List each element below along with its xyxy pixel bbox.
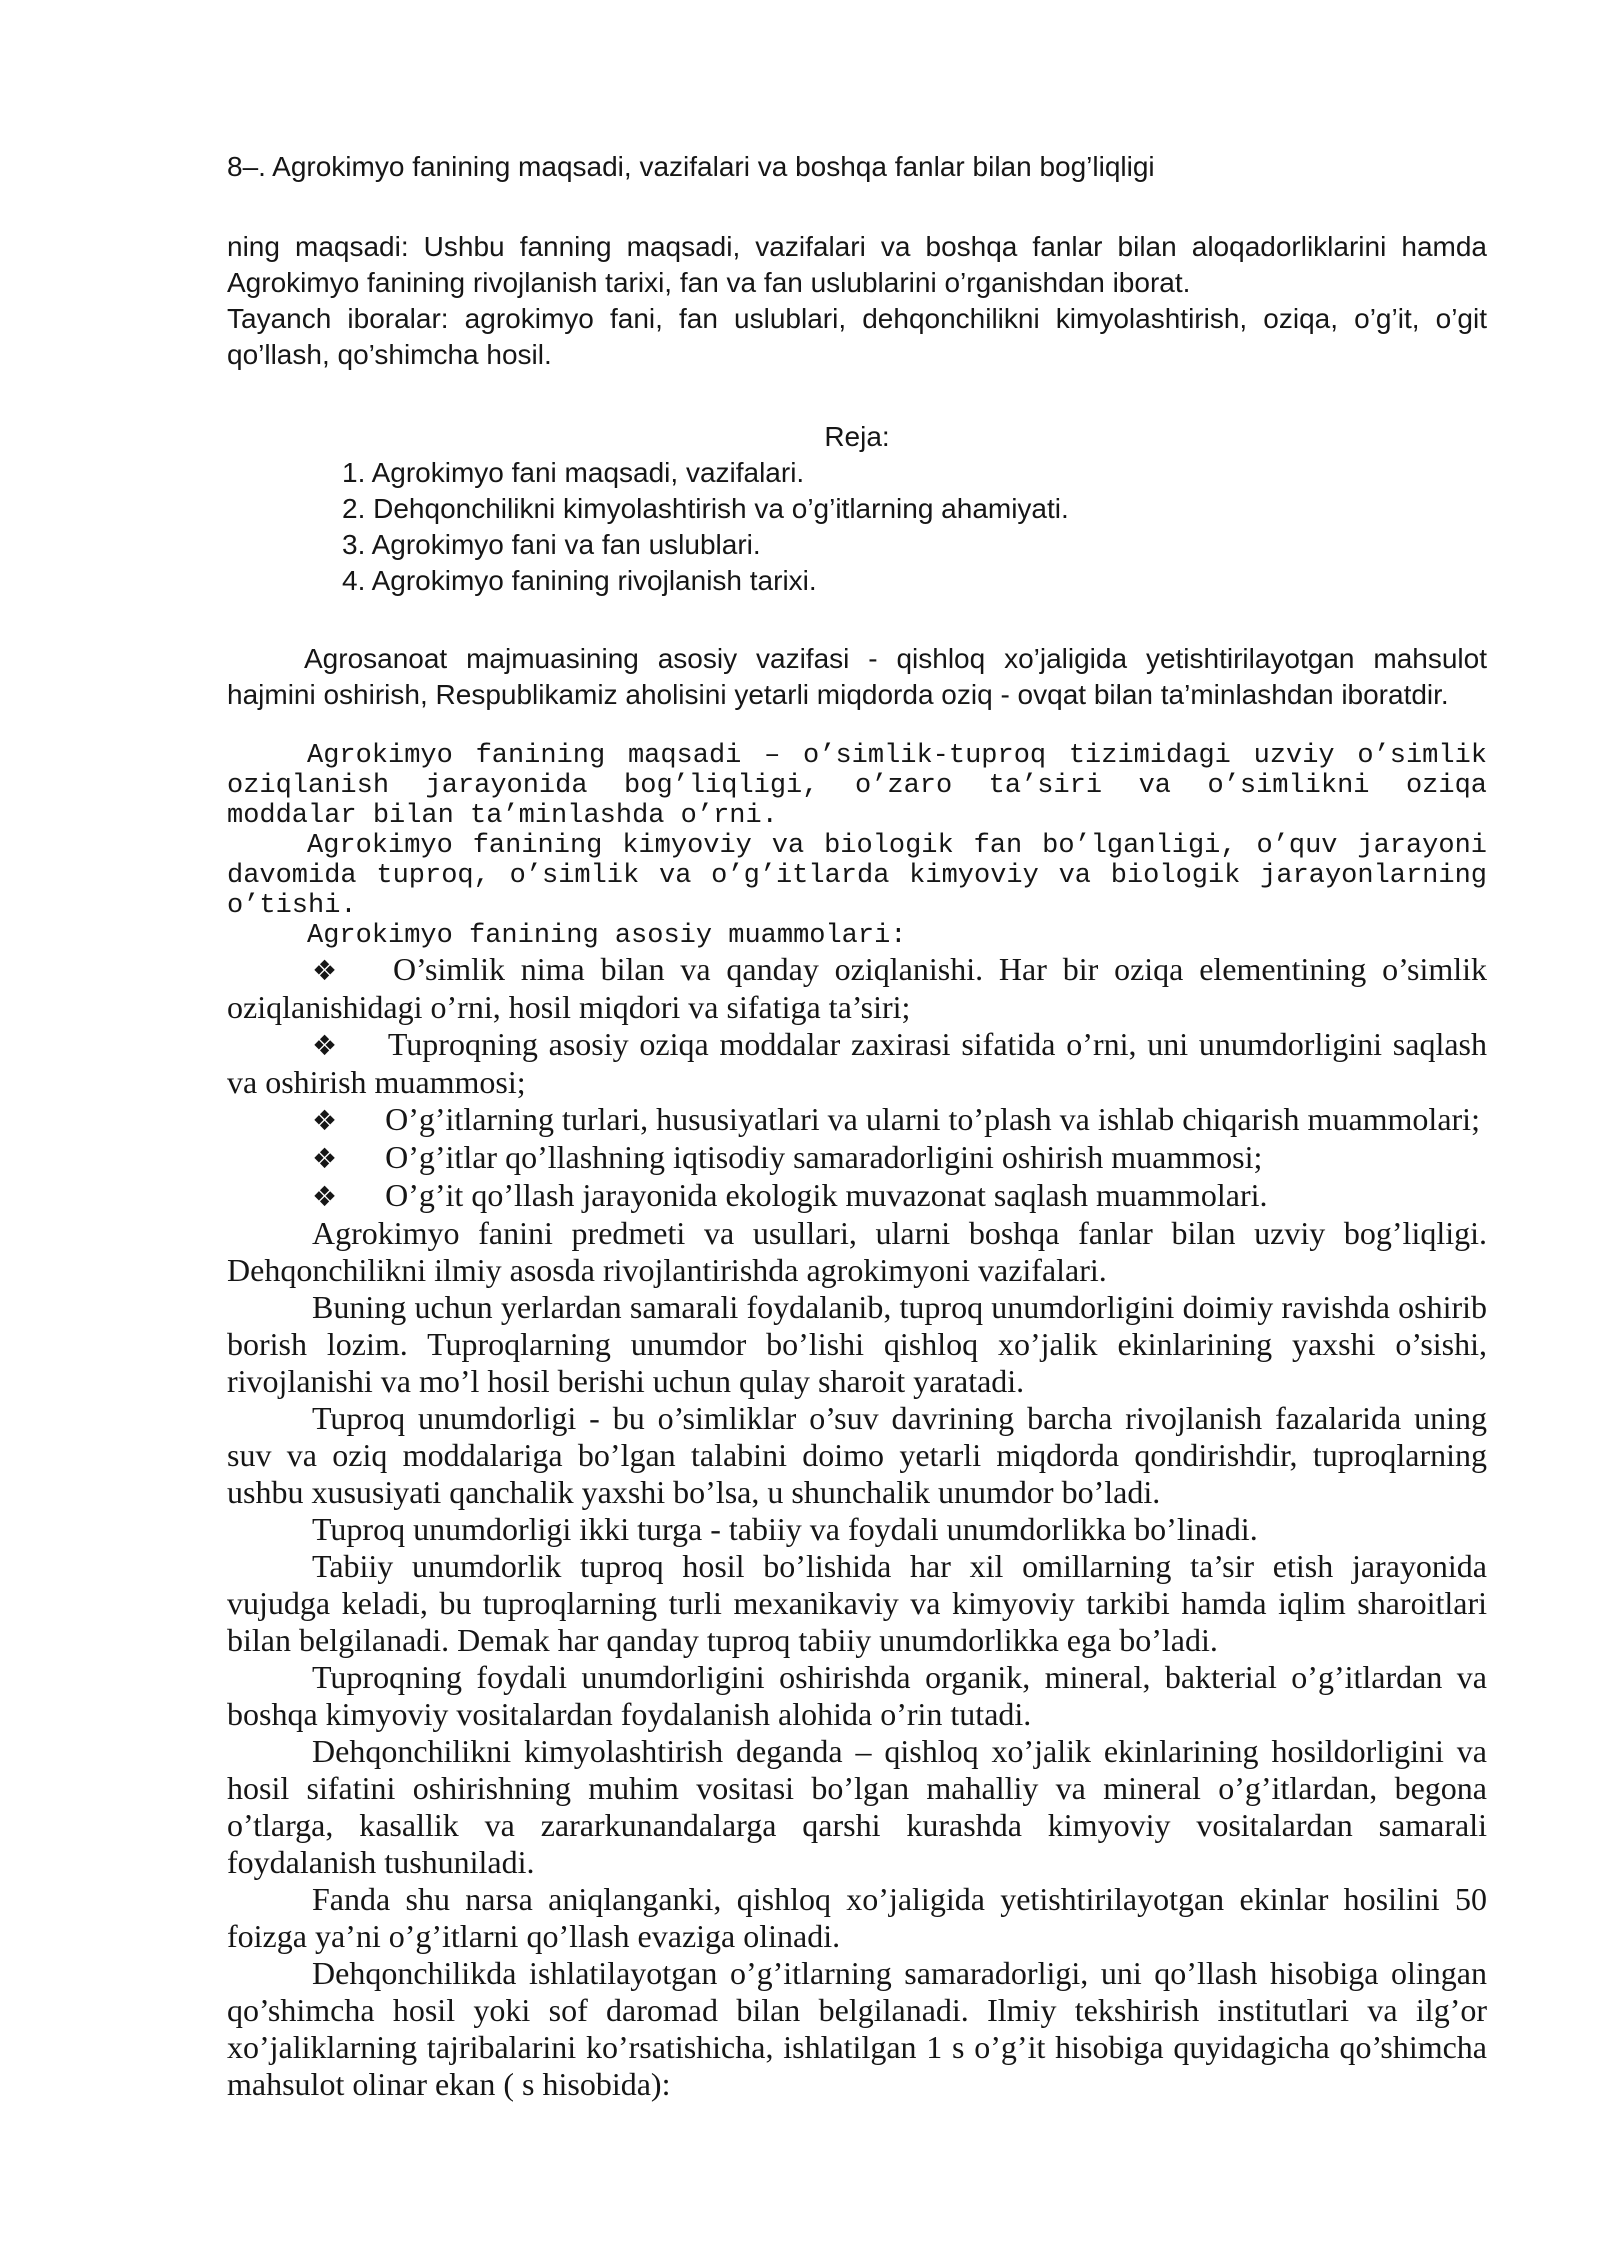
body-paragraph-4: Tuproq unumdorligi ikki turga - tabiiy va foydali unumdorlikka bo’linadi. (312, 1511, 1258, 1547)
body-paragraph-1: Agrokimyo fanini predmeti va usullari, ularni boshqa fanlar bilan uzviy bog’liqligi. Dehqonchilikni ilmiy asosda rivojlantirishda agrokimyoni vazifalari. (227, 1215, 1487, 1288)
diamond-bullet-icon: ❖ (312, 1029, 340, 1062)
plan-item-1: 1. Agrokimyo fani maqsadi, vazifalari. (342, 457, 805, 488)
bullet-item-1 (227, 951, 1487, 1026)
body-paragraph-3: Tuproq unumdorligi - bu o’simliklar o’suv davrining barcha rivojlanish fazalarida uning suv va oziq moddalariga bo’lgan talabini doimo yetarli miqdorda qondirishdir, tuproqlarning ushbu xususiyati qanchalik yaxshi bo’lsa, u shunchalik unumdor bo’ladi. (227, 1400, 1487, 1510)
bullet-text: Tuproqning asosiy oziqa moddalar zaxirasi sifatida o’rni, uni unumdorligini saqlash va oshirish muammosi; (227, 1026, 1487, 1100)
body-paragraph-2: Buning uchun yerlardan samarali foydalanib, tuproq unumdorligini doimiy ravishda oshirib borish lozim. Tuproqlarning unumdor bo’lishi qishloq xo’jalik ekinlarining yaxshi o’sishi, rivojlanishi va mo’l hosil berishi uchun qulay sharoit yaratadi. (227, 1289, 1487, 1399)
bullet-item-4 (227, 1139, 1487, 1177)
bullet-text: O’g’itlarning turlari, hususiyatlari va ularni to’plash va ishlab chiqarish muammolari; (385, 1101, 1480, 1137)
plan-list (227, 455, 1487, 599)
intro-paragraph-1: ning maqsadi: Ushbu fanning maqsadi, vazifalari va boshqa fanlar bilan aloqadorliklarini hamda Agrokimyo fanining rivojlanish tarixi, fan va fan uslublarini o’rganishdan iborat. (227, 231, 1487, 298)
bullet-item-2 (227, 1026, 1487, 1101)
body-paragraph-8: Fanda shu narsa aniqlanganki, qishloq xo’jaligida yetishtirilayotgan ekinlar hosilini 50 foizga ya’ni o’g’itlarni qo’llash evaziga olinadi. (227, 1881, 1487, 1954)
diamond-bullet-icon: ❖ (312, 1104, 338, 1137)
body-paragraph-7: Dehqonchilikni kimyolashtirish deganda – qishloq xo’jalik ekinlarining hosildorligini va hosil sifatini oshirishning muhim vositasi bo’lgan mahalliy va mineral o’g’itlardan, begona o’tlarga, kasallik va zararkunandalarga qarshi kurashda kimyoviy vositalardan samarali foydalanish tushuniladi. (227, 1733, 1487, 1880)
bullet-text: O’g’itlar qo’llashning iqtisodiy samaradorligini oshirish muammosi; (385, 1139, 1263, 1175)
diamond-bullet-icon: ❖ (312, 1180, 338, 1213)
document-heading: 8–. Agrokimyo fanining maqsadi, vazifalari va boshqa fanlar bilan bog’liqligi (227, 151, 1155, 182)
mono-paragraph-2: Agrokimyo fanining kimyoviy va biologik fan bo’lganligi, o’quv jarayoni davomida tuproq, o’simlik va o’g’itlarda kimyoviy va biologik jarayonlarning o’tishi. (227, 831, 1487, 921)
body-paragraph-5: Tabiiy unumdorlik tuproq hosil bo’lishida har xil omillarning ta’sir etish jarayonida vujudga keladi, bu tuproqlarning turli mexanikaviy va kimyoviy tarkibi hamda iqlim sharoitlari bilan belgilanadi. Demak har qanday tuproq tabiiy unumdorlikka ega bo’ladi. (227, 1548, 1487, 1658)
lead-paragraph: Agrosanoat majmuasining asosiy vazifasi - qishloq xo’jaligida yetishtirilayotgan mahsulot hajmini oshirish, Respublikamiz aholisini yetarli miqdorda oziq - ovqat bilan ta’minlashdan iboratdir. (227, 643, 1487, 710)
bullet-text: O’g’it qo’llash jarayonida ekologik muvazonat saqlash muammolari. (385, 1177, 1268, 1213)
body-paragraph-6: Tuproqning foydali unumdorligini oshirishda organik, mineral, bakterial o’g’itlardan va boshqa kimyoviy vositalardan foydalanish alohida o’rin tutadi. (227, 1659, 1487, 1732)
bullet-item-5 (227, 1177, 1487, 1215)
bullet-item-3 (227, 1101, 1487, 1139)
diamond-bullet-icon: ❖ (312, 954, 345, 987)
mono-paragraph-1: Agrokimyo fanining maqsadi – o’simlik-tuproq tizimidagi uzviy o’simlik oziqlanish jarayonida bog’liqligi, o’zaro ta’siri va o’simlikni oziqa moddalar bilan ta’minlashda o’rni. (227, 741, 1487, 831)
plan-item-2: 2. Dehqonchilikni kimyolashtirish va o’g’itlarning ahamiyati. (342, 493, 1069, 524)
plan-title: Reja: (824, 421, 890, 452)
mono-paragraph-3: Agrokimyo fanining asosiy muammolari: (307, 921, 907, 951)
plan-item-3: 3. Agrokimyo fani va fan uslublari. (342, 529, 761, 560)
plan-item-4: 4. Agrokimyo fanining rivojlanish tarixi. (342, 565, 817, 596)
diamond-bullet-icon: ❖ (312, 1142, 338, 1175)
body-paragraph-9: Dehqonchilikda ishlatilayotgan o’g’itlarning samaradorligi, uni qo’llash hisobiga olingan qo’shimcha hosil yoki sof daromad bilan belgilanadi. Ilmiy tekshirish institutlari va ilg’or xo’jaliklarning tajribalarini ko’rsatishicha, ishlatilgan 1 s o’g’it hisobiga quyidagicha qo’shimcha mahsulot olinar ekan ( s hisobida): (227, 1955, 1487, 2102)
bullet-text: O’simlik nima bilan va qanday oziqlanishi. Har bir oziqa elementining o’simlik oziqlanishidagi o’rni, hosil miqdori va sifatiga ta’siri; (227, 951, 1488, 1025)
intro-paragraph-2: Tayanch iboralar: agrokimyo fani, fan uslublari, dehqonchilikni kimyolashtirish, oziqa, o’g’it, o’git qo’llash, qo’shimcha hosil. (227, 303, 1487, 370)
